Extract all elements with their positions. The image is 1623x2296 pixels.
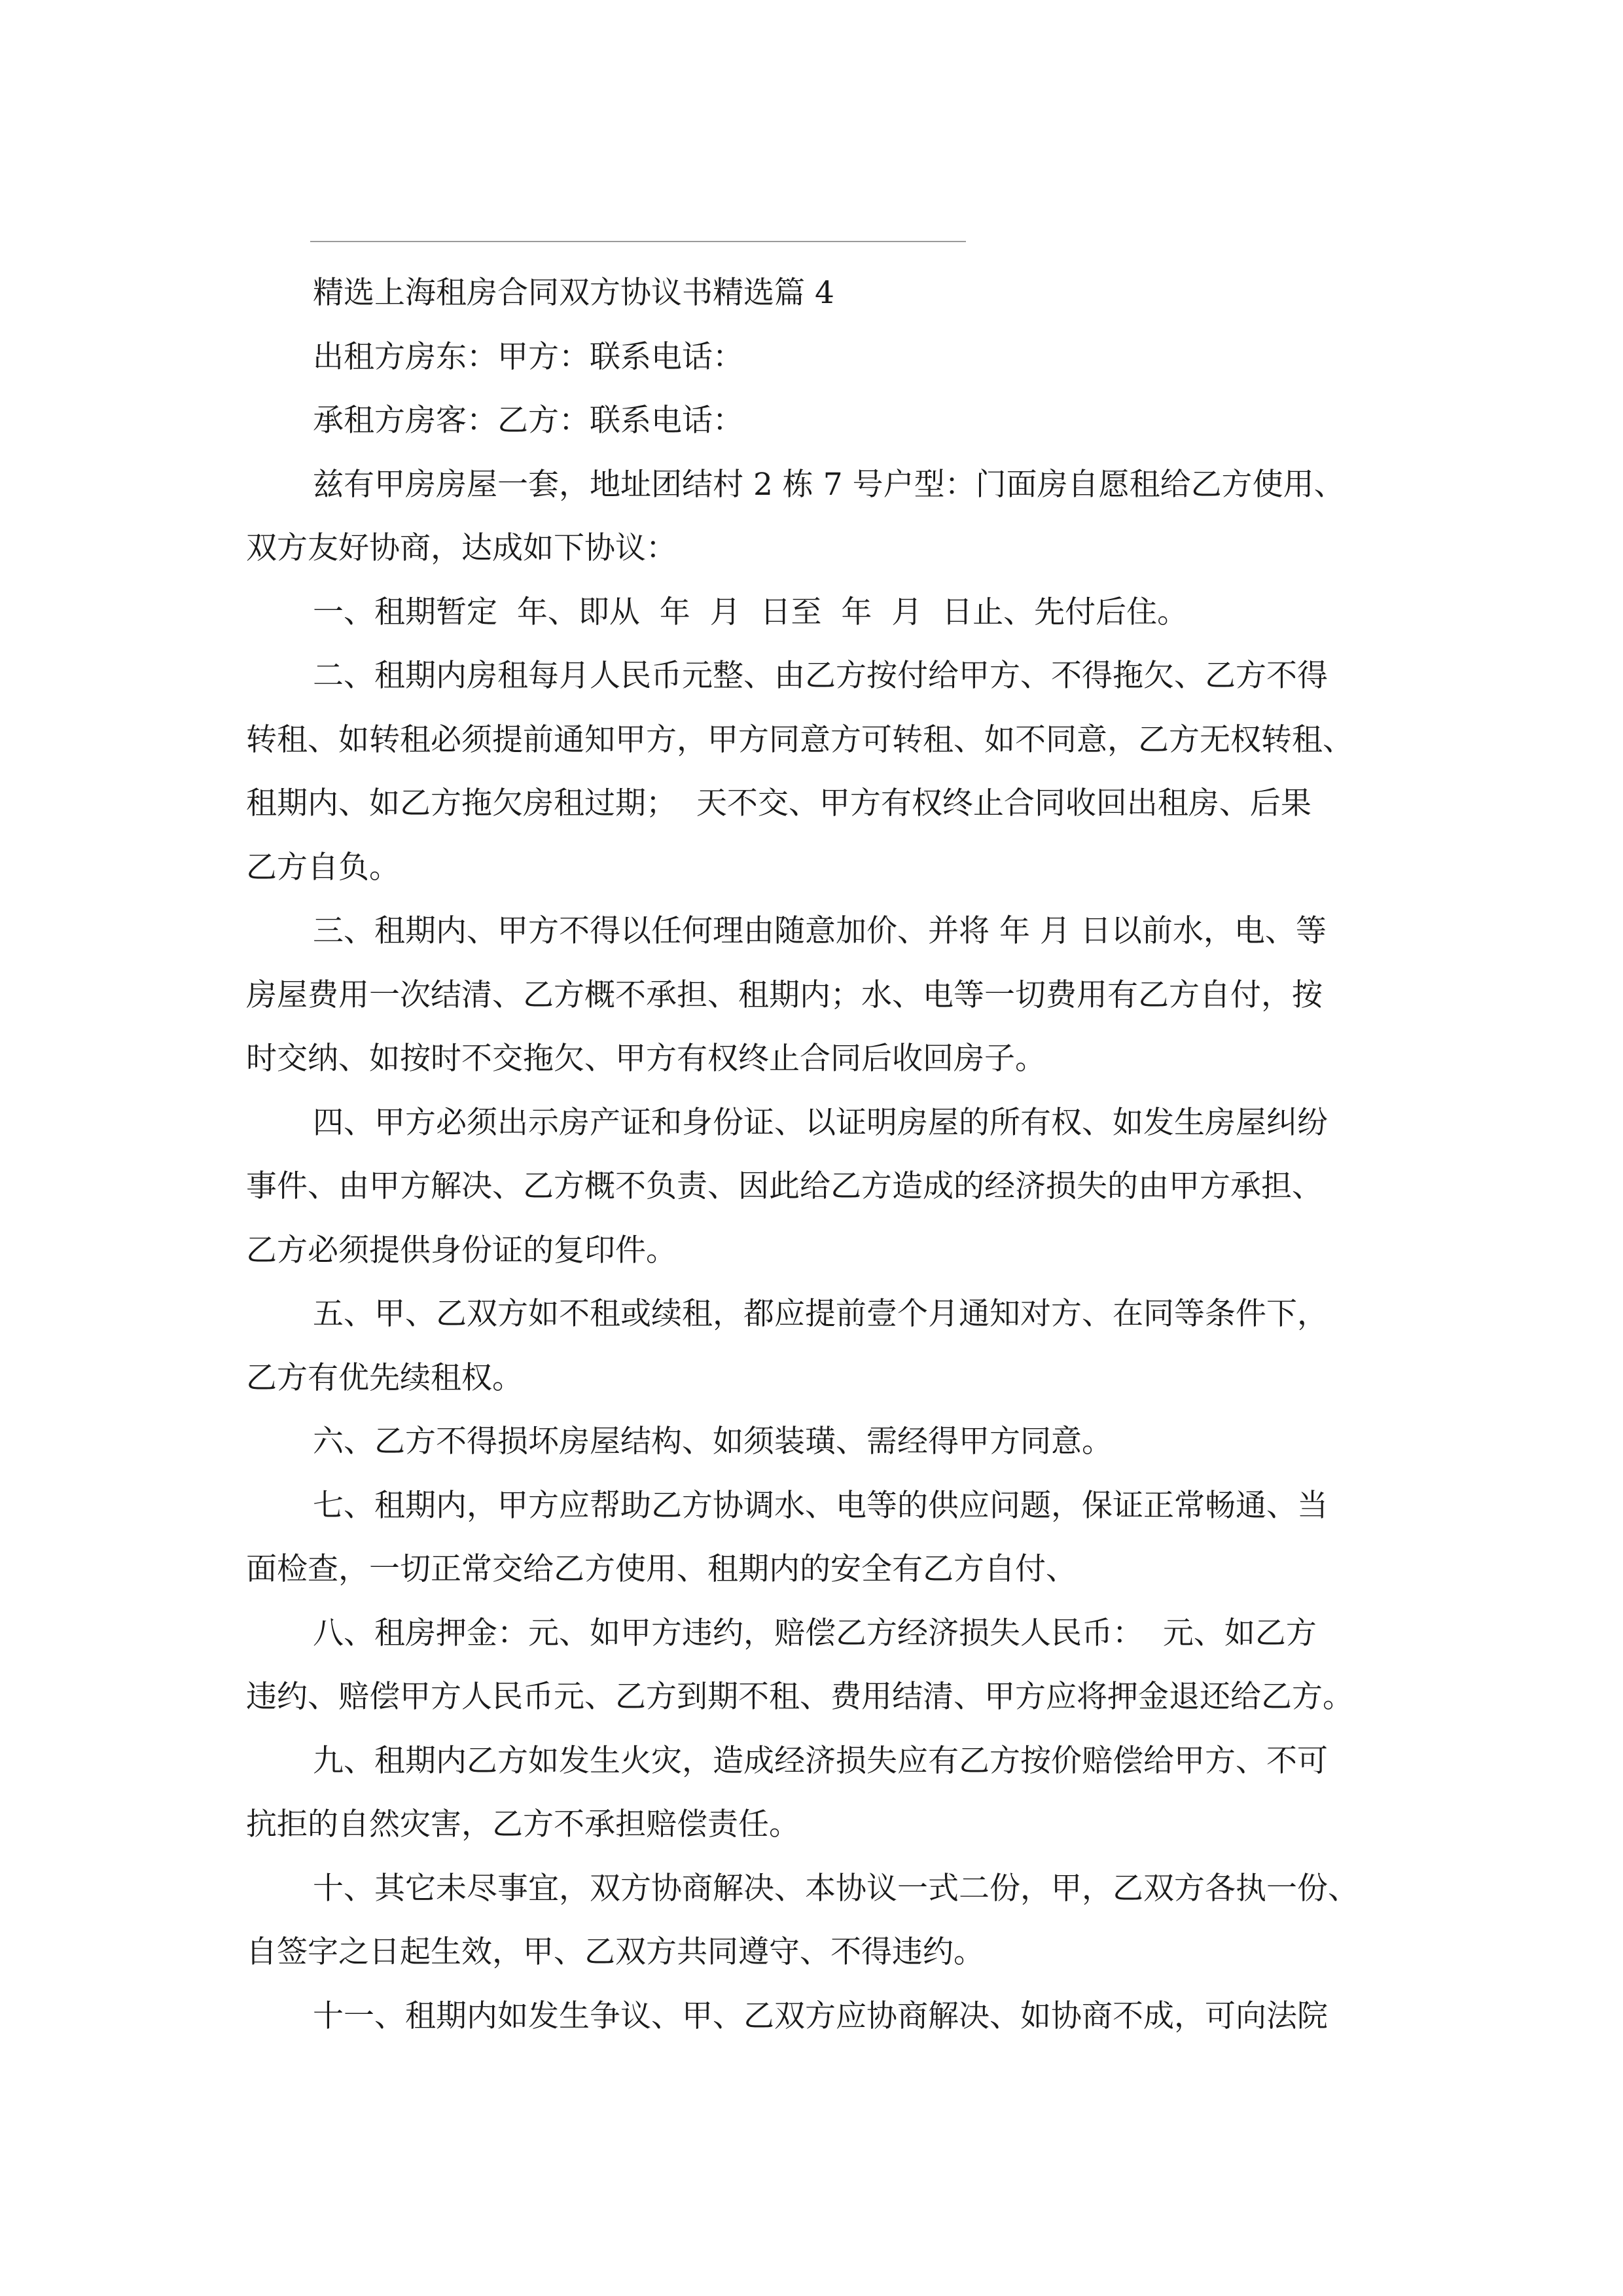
document-text-line: 乙方必须提供身份证的复印件。 — [246, 1232, 677, 1268]
document-text-line: 六、乙方不得损坏房屋结构、如须装璜、需经得甲方同意。 — [313, 1424, 1113, 1460]
document-text-line: 十一、租期内如发生争议、甲、乙双方应协商解决、如协商不成，可向法院 — [313, 1998, 1328, 2034]
document-text-line: 乙方有优先续租权。 — [246, 1359, 523, 1396]
document-text-line: 事件、由甲方解决、乙方概不负责、因此给乙方造成的经济损失的由甲方承担、 — [246, 1168, 1323, 1204]
document-text-line: 十、其它未尽事宜，双方协商解决、本协议一式二份，甲，乙双方各执一份、 — [313, 1870, 1359, 1907]
document-title: 精选上海租房合同双方协议书精选篇 4 — [313, 275, 834, 311]
document-text-line: 五、甲、乙双方如不租或续租，都应提前壹个月通知对方、在同等条件下， — [313, 1296, 1328, 1332]
document-text-line: 时交纳、如按时不交拖欠、甲方有权终止合同后收回房子。 — [246, 1041, 1046, 1077]
document-text-line: 房屋费用一次结清、乙方概不承担、租期内；水、电等一切费用有乙方自付，按 — [246, 977, 1323, 1013]
document-text-line: 四、甲方必须出示房产证和身份证、以证明房屋的所有权、如发生房屋纠纷 — [313, 1104, 1328, 1141]
document-text-line: 承租方房客：乙方：联系电话： — [313, 403, 743, 439]
document-text-line: 双方友好协商，达成如下协议： — [246, 530, 677, 566]
document-text-line: 二、租期内房租每月人民币元整、由乙方按付给甲方、不得拖欠、乙方不得 — [313, 658, 1328, 694]
document-text-line: 出租方房东：甲方：联系电话： — [313, 338, 743, 375]
document-text-line: 抗拒的自然灾害，乙方不承担赔偿责任。 — [246, 1806, 800, 1842]
document-text-line: 兹有甲房房屋一套，地址团结村 2 栋 7 号户型：门面房自愿租给乙方使用、 — [313, 466, 1345, 503]
header-rule — [310, 241, 966, 242]
document-text-line: 面检查，一切正常交给乙方使用、租期内的安全有乙方自付、 — [246, 1551, 1077, 1587]
document-text-line: 自签字之日起生效，甲、乙双方共同遵守、不得违约。 — [246, 1934, 984, 1970]
document-text-line: 乙方自负。 — [246, 849, 400, 886]
document-text-line: 三、租期内、甲方不得以任何理由随意加价、并将 年 月 日以前水，电、等 — [313, 913, 1327, 949]
document-text-line: 违约、赔偿甲方人民币元、乙方到期不租、费用结清、甲方应将押金退还给乙方。 — [246, 1679, 1353, 1715]
document-text-line: 九、租期内乙方如发生火灾，造成经济损失应有乙方按价赔偿给甲方、不可 — [313, 1742, 1328, 1779]
document-text-line: 转租、如转租必须提前通知甲方，甲方同意方可转租、如不同意，乙方无权转租、 — [246, 721, 1353, 758]
document-text-line: 一、租期暂定 年、即从 年 月 日至 年 月 日止、先付后住。 — [313, 594, 1188, 630]
document-text-line: 租期内、如乙方拖欠房租过期； 天不交、甲方有权终止合同收回出租房、后果 — [246, 785, 1311, 821]
document-text-line: 七、租期内，甲方应帮助乙方协调水、电等的供应问题，保证正常畅通、当 — [313, 1487, 1328, 1524]
document-text-line: 八、租房押金：元、如甲方违约，赔偿乙方经济损失人民币： 元、如乙方 — [313, 1615, 1317, 1651]
